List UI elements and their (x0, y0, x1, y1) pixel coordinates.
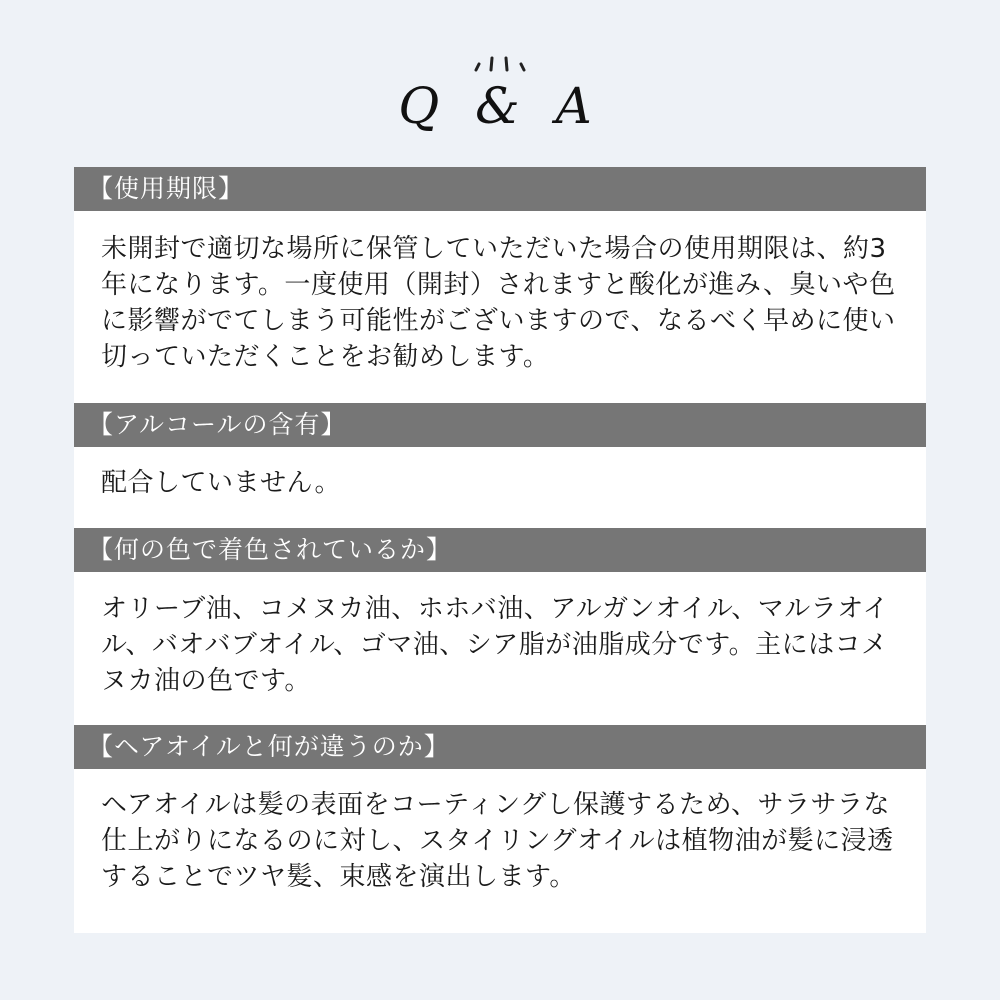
section-heading-color: 【何の色で着色されているか】 (74, 528, 926, 572)
section-body-difference: ヘアオイルは髪の表面をコーティングし保護するため、サラサラな仕上がりになるのに対し、スタイリングオイルは植物油が髪に浸透することでツヤ髪、束感を演出します。 (101, 790, 894, 892)
section-body-expiry: 未開封で適切な場所に保管していただいた場合の使用期限は、約3年になります。一度使用（開封）されますと酸化が進み、臭いや色に影響がでてしまう可能性がございますので、なるべく早めに使い切っていただくことをお勧めします。 (101, 234, 896, 372)
page-title: Q & A (398, 77, 602, 135)
section-body-alcohol: 配合していません。 (101, 468, 342, 498)
section-heading-expiry: 【使用期限】 (74, 167, 926, 211)
page-header (0, 40, 1000, 150)
section-body-color: オリーブ油、コメヌカ油、ホホバ油、アルガンオイル、マルラオイル、バオバブオイル、ゴマ油、シア脂が油脂成分です。主にはコメヌカ油の色です。 (101, 594, 889, 696)
section-heading-alcohol: 【アルコールの含有】 (74, 403, 926, 447)
sparkle-icon (470, 50, 530, 74)
qa-card (74, 167, 926, 933)
section-heading-difference: 【ヘアオイルと何が違うのか】 (74, 725, 926, 769)
